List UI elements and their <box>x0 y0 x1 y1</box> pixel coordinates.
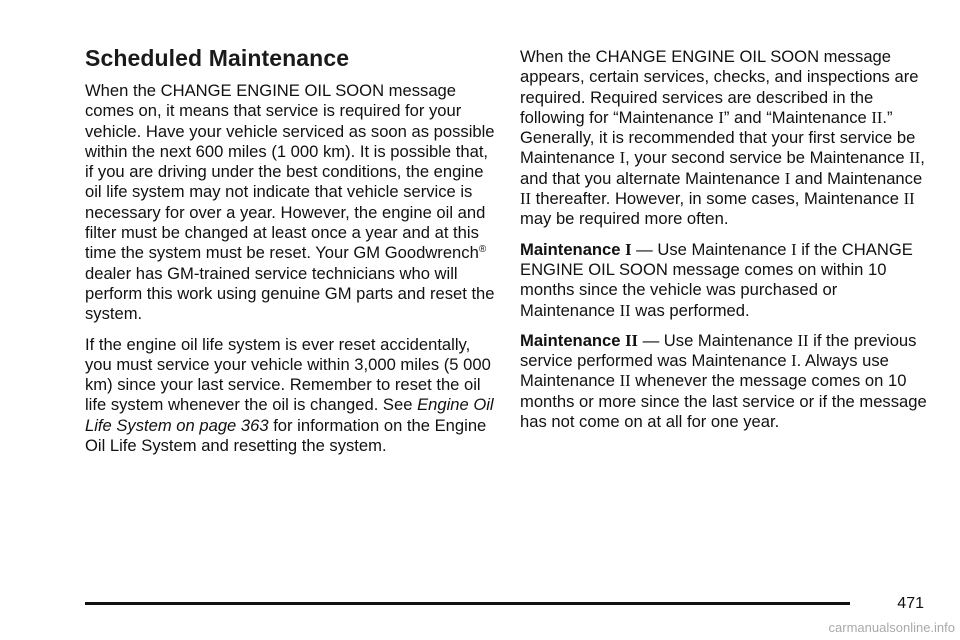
roman-numeral: I <box>791 239 797 259</box>
paragraph-reset-accidentally <box>85 335 497 457</box>
text: — Use Maintenance <box>637 330 798 350</box>
term-maintenance-i <box>520 240 632 259</box>
roman-numeral: I <box>625 239 632 259</box>
footer-rule <box>85 602 850 605</box>
registered-mark: ® <box>478 244 487 256</box>
roman-numeral: II <box>797 330 809 350</box>
left-column <box>85 44 497 466</box>
roman-numeral: II <box>625 330 638 350</box>
roman-numeral: I <box>784 168 791 188</box>
text: ” and “Maintenance <box>723 107 872 127</box>
text: When the CHANGE ENGINE OIL SOON message appears, certain services, checks, and inspections are required. Required services are described in the following for “Maintenance <box>520 47 919 127</box>
roman-numeral: II <box>619 371 631 391</box>
roman-numeral: II <box>871 107 883 127</box>
text: .” Generally, it is recommended that your first service be Maintenance <box>520 107 916 168</box>
paragraph-maintenance-i <box>520 240 932 321</box>
roman-numeral: I <box>619 148 626 168</box>
text: When the CHANGE ENGINE OIL SOON message comes on, it means that service is required for your vehicle. Have your vehicle serviced as soon as possible within the next 600 miles (1 000 km). It is possible that, if you are driving under the best conditions, the engine oil life system may not indicate that vehicle service is necessary for over a year. However, the engine oil and filter must be changed at least once a year and at this time the system must be reset. Your GM Goodwrench <box>85 81 495 263</box>
text: dealer has GM-trained service technicians who will perform this work using genuine GM parts and reset the system. <box>85 263 495 324</box>
term-label: Maintenance <box>520 330 626 350</box>
text: . Always use Maintenance <box>520 351 889 391</box>
right-column <box>520 47 932 442</box>
text: whenever the message comes on 10 months or more since the last service or if the message has not come on at all for one year. <box>520 371 927 432</box>
section-heading: Scheduled Maintenance <box>85 45 350 71</box>
watermark: carmanualsonline.info <box>828 620 955 635</box>
text: for information on the Engine Oil Life System and resetting the system. <box>85 415 487 456</box>
roman-numeral: II <box>520 189 531 209</box>
roman-numeral: II <box>909 148 921 168</box>
roman-numeral: I <box>718 107 724 127</box>
paragraph-required-services <box>520 47 932 230</box>
term-maintenance-ii <box>520 331 638 350</box>
text: was performed. <box>630 300 750 320</box>
text: , and that you alternate Maintenance <box>520 148 925 188</box>
text: may be required more often. <box>520 209 729 229</box>
text: and Maintenance <box>790 168 923 188</box>
roman-numeral: II <box>903 189 915 209</box>
cross-reference-link[interactable]: Engine Oil Life System on page 363 <box>85 395 494 435</box>
text: If the engine oil life system is ever reset accidentally, you must service your vehicle within 3,000 miles (5 000 km) since your last service. Remember to reset the oil life system whenever the oil is changed. See <box>85 334 491 415</box>
page-number: 471 <box>897 595 924 612</box>
text: thereafter. However, in some cases, Maintenance <box>531 189 904 209</box>
text: — Use Maintenance <box>631 239 792 259</box>
paragraph-maintenance-ii <box>520 331 932 432</box>
paragraph-service-required <box>85 81 497 325</box>
roman-numeral: II <box>619 300 631 320</box>
term-label: Maintenance <box>520 239 626 259</box>
text: , your second service be Maintenance <box>625 148 910 168</box>
text: if the CHANGE ENGINE OIL SOON message comes on within 10 months since the vehicle was purchased or Maintenance <box>520 239 913 320</box>
text: if the previous service performed was Maintenance <box>520 330 917 371</box>
roman-numeral: I <box>791 351 797 371</box>
